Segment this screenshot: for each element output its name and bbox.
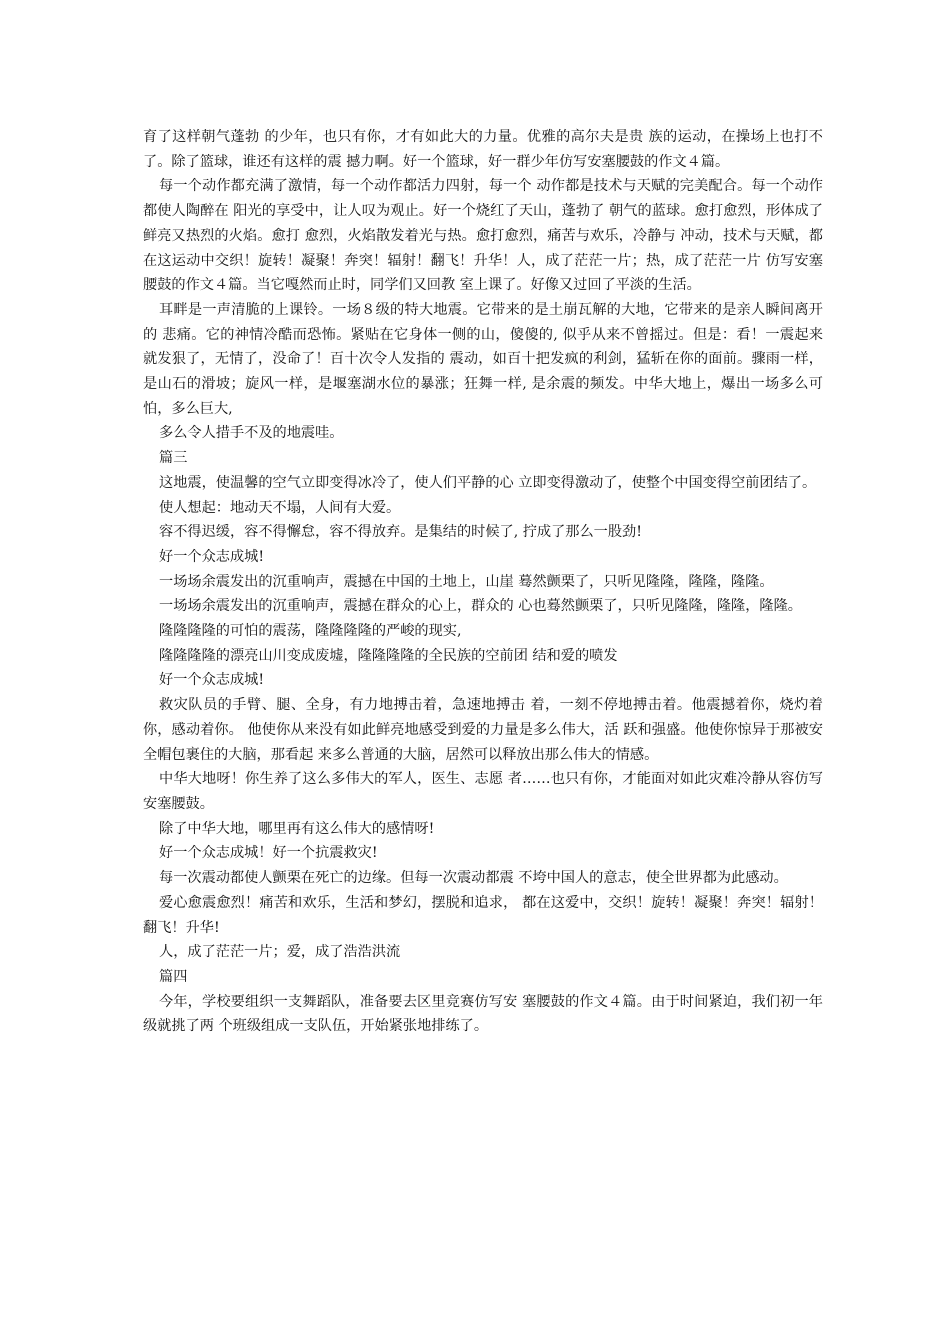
paragraph-8: 好一个众志成城!	[159, 548, 265, 565]
paragraph-5: 这地震，使温馨的空气立即变得冰冷了，使人们平静的心 立即变得激动了，使整个中国变得空前团结了。	[159, 474, 817, 491]
paragraph-18: 每一次震动都使人颤栗在死亡的边缘。但每一次震动都震 不垮中国人的意志，使全世界都为此感动。	[159, 870, 788, 887]
paragraph-21: 今年，学校要组织一支舞蹈队，准备要去区里竞赛仿写安 塞腰鼓的作文４篇。由于时间紧迫，我们初一年级就挑了两 个班级组成一支队伍，开始紧张地排练了。	[143, 993, 823, 1035]
section-heading-3: 篇三	[159, 450, 188, 467]
paragraph-1: 育了这样朝气蓬勃 的少年，也只有你，才有如此大的力量。优雅的高尔夫是贵 族的运动，在操场上也打不了。除了篮球，谁还有这样的震 撼力啊。好一个篮球，好一群少年仿写安塞腰鼓的作文４篇。	[143, 129, 823, 170]
paragraph-19: 爱心愈震愈烈！痛苦和欢乐，生活和梦幻，摆脱和追求， 都在这爱中，交织！旋转！凝聚！奔突！辐射！翻飞！升华!	[143, 894, 823, 936]
paragraph-17: 好一个众志成城！好一个抗震救灾!	[159, 845, 378, 862]
paragraph-4: 多么令人措手不及的地震哇。	[159, 425, 344, 442]
paragraph-20: 人，成了茫茫一片；爱，成了浩浩洪流	[159, 944, 401, 961]
paragraph-13: 好一个众志成城!	[159, 672, 265, 689]
document-body	[143, 125, 823, 1039]
paragraph-7: 容不得迟缓，容不得懈怠，容不得放弃。是集结的时候了, 拧成了那么一股劲!	[159, 524, 642, 541]
paragraph-3: 耳畔是一声清脆的上课铃。一场８级的特大地震。它带来的是土崩瓦解的大地，它带来的是亲人瞬间离开的 悲痛。它的神情冷酷而恐怖。紧贴在它身体一侧的山，傻傻的, 似乎从来不曾摇过。但是：看！一震起来就发狠了，无情了，没命了！百十次令人发指的 震动，如百十把发疯的利剑，猛斩在你的面前。骤雨一样， 是山石的滑坡；旋风一样，是堰塞湖水位的暴涨；狂舞一样, 是余震的频发。中华大地上，爆出一场多么可怕，多么巨大,	[143, 301, 823, 417]
paragraph-12: 隆隆隆隆的漂亮山川变成废墟，隆隆隆隆的全民族的空前团 结和爱的喷发	[159, 647, 618, 664]
paragraph-14: 救灾队员的手臂、腿、全身，有力地搏击着，急速地搏击 着，一刻不停地搏击着。他震撼着你，烧灼着你，感动着你。 他使你从来没有如此鲜亮地感受到爱的力量是多么伟大，活 跃和强盛。他使你惊异于那被安全帽包裹住的大脑，那看起 来多么普通的大脑，居然可以释放出那么伟大的情感。	[143, 697, 823, 763]
paragraph-6: 使人想起：地动天不塌，人间有大爱。	[159, 499, 401, 516]
paragraph-16: 除了中华大地，哪里再有这么伟大的感情呀!	[159, 820, 435, 837]
paragraph-15: 中华大地呀！你生养了这么多伟大的军人，医生、志愿 者……也只有你，才能面对如此灾难冷静从容仿写安塞腰鼓。	[143, 771, 823, 812]
paragraph-9: 一场场余震发出的沉重响声，震撼在中国的土地上，山崖 蓦然颤栗了，只听见隆隆，隆隆，隆隆。	[159, 573, 774, 590]
paragraph-10: 一场场余震发出的沉重响声，震撼在群众的心上，群众的 心也蓦然颤栗了，只听见隆隆，隆隆，隆隆。	[159, 598, 802, 615]
paragraph-11: 隆隆隆隆的可怕的震荡，隆隆隆隆的严峻的现实,	[159, 623, 462, 640]
paragraph-2: 每一个动作都充满了激情，每一个动作都活力四射，每一个 动作都是技术与天赋的完美配合。每一个动作都使人陶醉在 阳光的享受中，让人叹为观止。好一个烧红了天山，蓬勃了 朝气的蓝球。愈打愈烈，形体成了鲜亮又热烈的火焰。愈打 愈烈，火焰散发着光与热。愈打愈烈，痛苦与欢乐，冷静与 冲动，技术与天赋，都在这运动中交织！旋转！凝聚！奔突！辐射！翻飞！升华！人，成了茫茫一片；热，成了茫茫一片 仿写安塞腰鼓的作文４篇。当它嘎然而止时，同学们又回教 室上课了。好像又过回了平淡的生活。	[143, 178, 823, 294]
section-heading-4: 篇四	[159, 968, 188, 985]
